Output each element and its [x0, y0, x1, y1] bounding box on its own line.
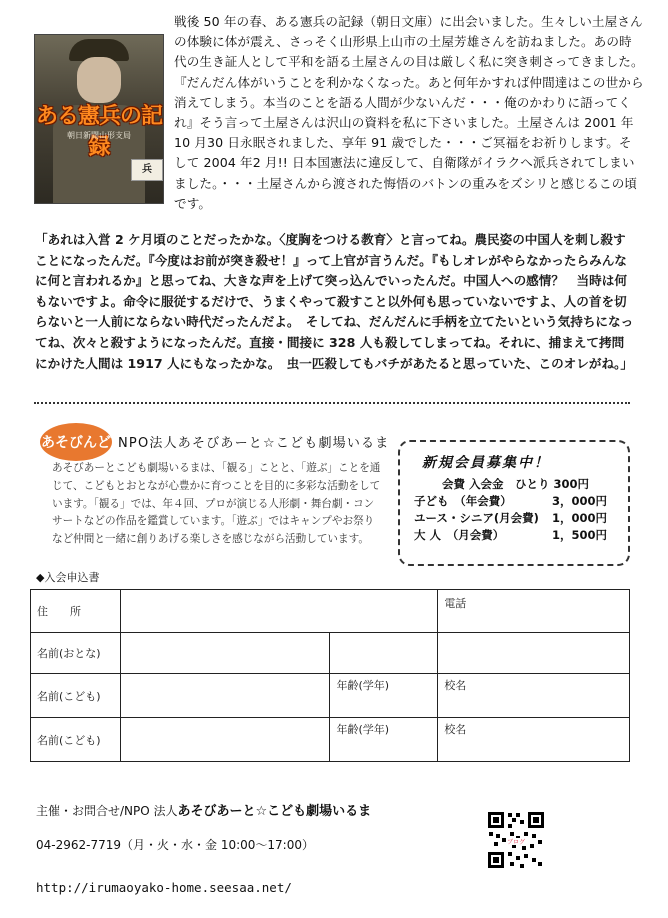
fee-row [414, 510, 618, 526]
fee-row-amount: 3，000円 [552, 494, 608, 508]
address-field[interactable] [120, 590, 437, 633]
school-field[interactable] [438, 718, 630, 762]
fee-row-label: ユース・シニア(月会費) [414, 511, 539, 525]
age-field[interactable] [330, 674, 438, 718]
child-name-label: 名前(こども) [31, 718, 121, 762]
recruit-heading: 新規会員募集中！ [422, 455, 550, 471]
qr-label: ブログ [506, 839, 526, 846]
address-label: 住 所 [31, 590, 121, 633]
book-cover-title: ある憲兵の記録 [35, 104, 162, 160]
fee-row-label: 子ども （年会費） [414, 494, 512, 508]
form-row-adult [31, 633, 630, 674]
testimony-quote: 「あれは入営 2 ケ月頃のことだったかな。〈度胸をつける教育〉と言ってね。農民姿の中国人を刺し殺すことになったんだ。『今度はお前が突き殺せ！』って上官が言うんだ。『もしオレがやらなかったらみんなに何と言われるか』と思ってね、大きな声を上げて突っ込んでいったんだ。中国人への感情？ 当時は何もないですよ。命令に服従するだけで、うまくやって殺すこと以外何も思っていないですよ、人の首を切らないと一人前にならない時代だったんだよ。 そしてね、だんだんに手柄を立てたいという気持ちになってね、次々と殺すようになったんだ。直接・間接に 328 人も殺してしまってね。それに、捕まえて拷問にかけた人間は 1917 人にもなったかな。 虫一匹殺してもバチがあたると思っていた、このオレがね。」 [35, 232, 634, 371]
age-label: 年齢(学年) [336, 679, 390, 692]
book-cover-subtitle: 朝日新聞山形支局 [67, 131, 131, 140]
adult-name-field-2[interactable] [330, 633, 438, 674]
fee-row-label: 大 人 （月会費） [414, 528, 505, 542]
phone-field[interactable] [438, 590, 630, 633]
school-field[interactable] [438, 674, 630, 718]
contact-prefix: 主催・お問合せ/NPO 法人 [36, 804, 178, 818]
recruit-fee: 会費 入会金 ひとり 300円 [442, 477, 590, 491]
dotted-divider [34, 402, 630, 404]
adult-name-field-3[interactable] [438, 633, 630, 674]
school-label: 校名 [444, 723, 467, 736]
contact-line [36, 800, 371, 819]
fee-row [414, 527, 618, 543]
adult-name-field[interactable] [120, 633, 330, 674]
contact-phone: 04-2962-7719（月・火・水・金 10:00～17:00） [36, 838, 314, 852]
school-label: 校名 [444, 679, 467, 692]
age-field[interactable] [330, 718, 438, 762]
adult-name-label: 名前(おとな) [31, 633, 121, 674]
face-shape [77, 57, 121, 103]
form-row-address [31, 590, 630, 633]
fee-row-amount: 1，500円 [552, 528, 608, 542]
form-row-child [31, 718, 630, 762]
fee-row-amount: 1，000円 [552, 511, 608, 525]
fee-row [414, 493, 618, 509]
org-description: あそびあーとこども劇場いるまは、「観る」ことと、「遊ぶ」ことを通じて、こどもとおとなが心豊かに育つことを目的に多彩な活動をしています。「観る」では、年４回、プロが演じる人形劇・舞台劇・コンサートなどの作品を鑑賞しています。「遊ぶ」ではキャンプやお祭りなど仲間と一緒に創りあげる楽しさを感じながら活動しています。 [52, 462, 381, 546]
child-name-label: 名前(こども) [31, 674, 121, 718]
age-label: 年齢(学年) [336, 723, 390, 736]
child-name-field[interactable] [120, 718, 330, 762]
armband: 兵 [131, 159, 163, 181]
form-section-label: ◆入会申込書 [36, 571, 100, 584]
org-logo: あそびんど [40, 423, 112, 461]
form-row-child [31, 674, 630, 718]
membership-form [30, 589, 630, 762]
org-name: NPO法人あそびあーと☆こども劇場いるま [118, 436, 390, 451]
recruit-box [398, 440, 630, 566]
phone-label: 電話 [444, 597, 467, 610]
child-name-field[interactable] [120, 674, 330, 718]
contact-org: あそびあーと☆こども劇場いるま [177, 804, 372, 819]
qr-code-icon[interactable] [486, 810, 546, 870]
book-cover-image [34, 34, 164, 204]
intro-paragraph: 戦後 50 年の春、ある憲兵の記録（朝日文庫）に出会いました。生々しい土屋さんの体験に体が震え、さっそく山形県上山市の土屋芳雄さんを訪ねました。あの時代の生き証人として平和を語る土屋さんの目は厳しく私に突き刺さってきました。『だんだん体がいうことを利かなくなった。あと何年かすれば仲間達はこの世から消えてしまう。本当のことを語る人間が少ないんだ・・・俺のかわりに語ってくれ』そう言って土屋さんは沢山の資料を私に下さいました。土屋さんは 2001 年 10 月30 日永眠されました、享年 91 歳でした・・・ご冥福をお祈りします。そして 2004 年2 月!! 日本国憲法に違反して、自衛隊がイラクへ派兵されてしまいました。・・・土屋さんから渡された悔悟のバトンの重みをズシリと感じるこの頃です。 [174, 14, 644, 211]
website-link[interactable]: http://irumaoyako-home.seesaa.net/ [36, 880, 292, 895]
